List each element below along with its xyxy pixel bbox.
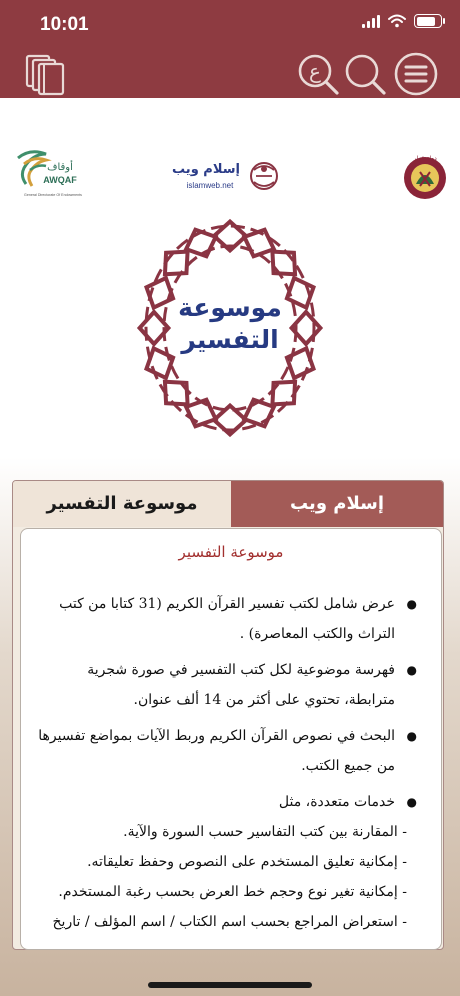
tab-islamweb[interactable]: إسلام ويب [231,481,443,527]
qatar-emblem-logo [402,148,448,208]
status-icons [362,14,442,28]
search-icon [343,52,387,96]
arabic-search-icon [296,52,340,96]
search-button[interactable] [343,52,387,96]
list-item: ● عرض شامل لكتب تفسير القرآن الكريم (31 كتابا من كتب التراث والكتب المعاصرة) . [33,589,417,649]
tab-tafsir-encyclopedia[interactable]: موسوعة التفسير [13,481,231,527]
sub-item: - استعراض المراجع بحسب اسم الكتاب / اسم المؤلف / تاريخ [52,914,407,930]
emblem-title-line1: موسوعة [178,293,282,322]
svg-text:دولة قطر: دولة قطر [413,155,437,162]
cellular-signal-icon [362,14,380,28]
library-books-icon [24,52,68,96]
sub-item: - المقارنة بين كتب التفاسير حسب السورة والآية. [123,824,407,840]
content-card [20,528,442,950]
hamburger-menu-icon [394,52,438,96]
list-item: ● فهرسة موضوعية لكل كتب التفسير في صورة شجرية مترابطة، تحتوي على أكثر من 14 ألف عنوان. [33,655,417,715]
battery-icon [414,14,442,28]
svg-text:islamweb.net: islamweb.net [186,181,234,190]
top-bar [0,0,460,98]
sub-item: - إمكانية تغير نوع وحجم خط العرض بحسب رغبة المستخدم. [58,884,407,900]
awqaf-logo [12,148,94,204]
home-indicator [148,982,312,988]
svg-text:ع: ع [309,59,321,83]
wifi-icon [388,14,406,28]
arabic-search-button[interactable] [296,52,340,96]
battery-level [417,17,436,26]
svg-text:أوقاف: أوقاف [47,162,73,173]
emblem-title [130,292,330,356]
library-button[interactable] [24,52,68,96]
menu-button[interactable] [394,52,438,96]
list-item: ● خدمات متعددة، مثل [33,787,417,817]
emblem-title-line2: التفسير [181,325,279,354]
sub-item: - إمكانية تعليق المستخدم على النصوص وحفظ تعليقاته. [87,854,407,870]
svg-text:إسلام ويب: إسلام ويب [172,162,240,177]
content-title: موسوعة التفسير [178,543,284,561]
islamweb-logo [170,156,282,196]
list-item: ● البحث في نصوص القرآن الكريم وربط الآيات بمواضع تفسيرها من جميع الكتب. [33,721,417,781]
svg-text:AWQAF: AWQAF [43,175,77,185]
feature-list [33,589,417,937]
svg-text:General Directorate Of Endowme: General Directorate Of Endowments [24,193,82,197]
status-time: 10:01 [40,14,89,35]
